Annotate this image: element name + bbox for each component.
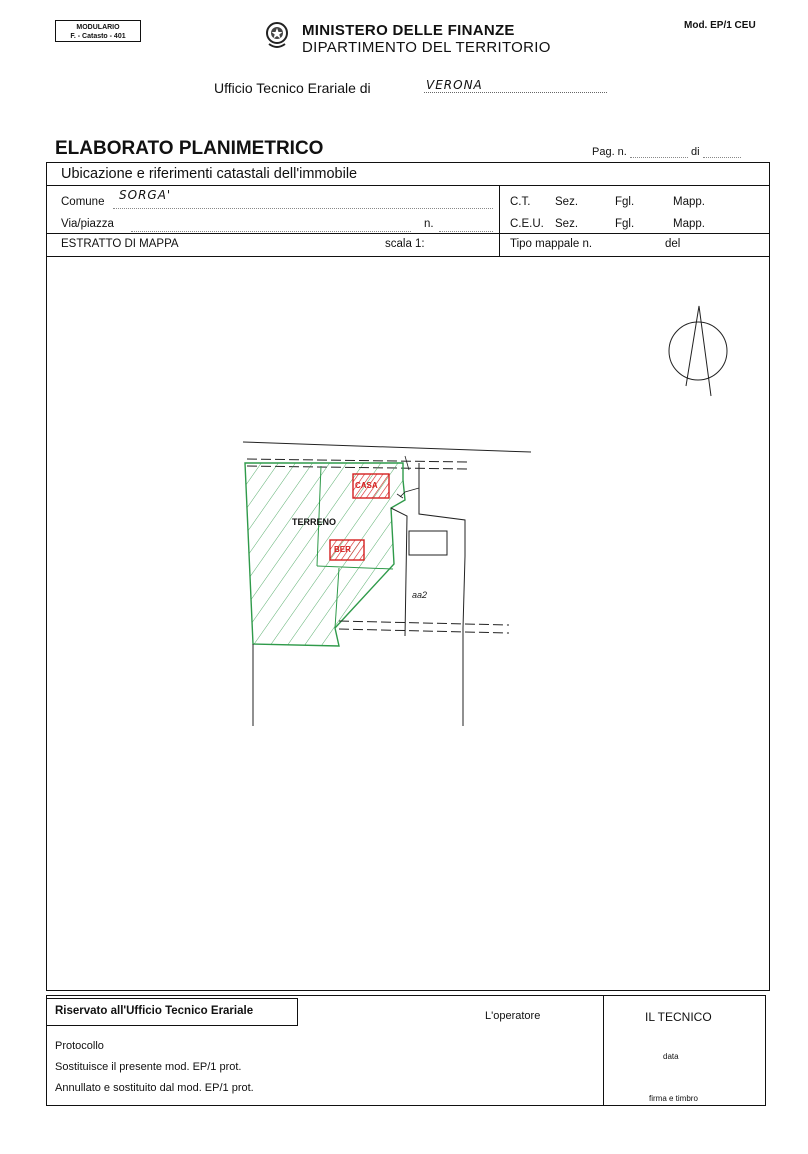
section-title: Ubicazione e riferimenti catastali dell'immobile (46, 162, 770, 186)
ceu-mapp-label: Mapp. (673, 218, 705, 230)
ministry-name: MINISTERO DELLE FINANZE (302, 22, 515, 39)
ct-mapp-label: Mapp. (673, 196, 705, 208)
label-terreno: TERRENO (292, 517, 337, 527)
date-label: data (663, 1052, 679, 1061)
label-ber: BER (334, 545, 351, 554)
ct-sez-label: Sez. (555, 196, 579, 208)
via-dots (131, 230, 411, 232)
office-label: Ufficio Tecnico Erariale di (214, 80, 371, 96)
cadastral-parcel-map (243, 442, 531, 726)
ct-fgl-label: Fgl. (615, 196, 635, 208)
form-title: ELABORATO PLANIMETRICO (55, 138, 324, 159)
page-dots (630, 156, 688, 158)
ceu-fgl-label: Fgl. (615, 218, 635, 230)
ceu-sez-label: Sez. (555, 218, 579, 230)
number-label: n. (424, 218, 434, 230)
signature-label: firma e timbro (649, 1094, 698, 1103)
tipo-mappale-label: Tipo mappale n. (510, 238, 593, 250)
protocol-label: Protocollo (55, 1040, 104, 1052)
department-name: DIPARTIMENTO DEL TERRITORIO (302, 39, 551, 56)
map-drawing (47, 256, 769, 990)
divider-vertical (499, 185, 500, 257)
ceu-label: C.E.U. (510, 218, 544, 230)
replaces-label: Sostituisce il presente mod. EP/1 prot. (55, 1061, 242, 1073)
north-arrow-icon (669, 306, 727, 396)
technician-label: IL TECNICO (645, 1010, 712, 1024)
estratto-label: ESTRATTO DI MAPPA (61, 238, 179, 250)
model-code: Mod. EP/1 CEU (684, 20, 756, 31)
of-label: di (690, 146, 700, 158)
comune-label: Comune (61, 196, 105, 208)
via-label: Via/piazza (61, 218, 114, 230)
number-dots (439, 230, 493, 232)
page-number (592, 146, 741, 158)
module-box-line-2: F. - Catasto - 401 (70, 33, 126, 40)
ct-label: C.T. (510, 196, 531, 208)
republic-emblem-icon (265, 20, 289, 50)
module-box (55, 20, 141, 42)
divider-horizontal (47, 233, 769, 234)
annulled-label: Annullato e sostituito dal mod. EP/1 prot. (55, 1082, 254, 1094)
comune-value: SORGA' (119, 188, 172, 202)
comune-dots (113, 207, 493, 209)
module-box-line-1: MODULARIO (76, 24, 120, 31)
page-label: Pag. n. (592, 146, 627, 158)
label-area: aa2 (412, 590, 428, 600)
footer-divider (603, 996, 604, 1105)
office-underline (424, 92, 607, 93)
of-dots (703, 156, 741, 158)
label-casa: CASA (355, 481, 378, 490)
office-city: VERONA (426, 78, 483, 92)
scale-label: scala 1: (385, 238, 425, 250)
operator-label: L'operatore (485, 1010, 541, 1022)
map-area (46, 256, 770, 991)
reserved-office-label: Riservato all'Ufficio Tecnico Erariale (46, 998, 298, 1026)
cadastral-info-table (46, 185, 770, 257)
del-label: del (665, 238, 681, 250)
